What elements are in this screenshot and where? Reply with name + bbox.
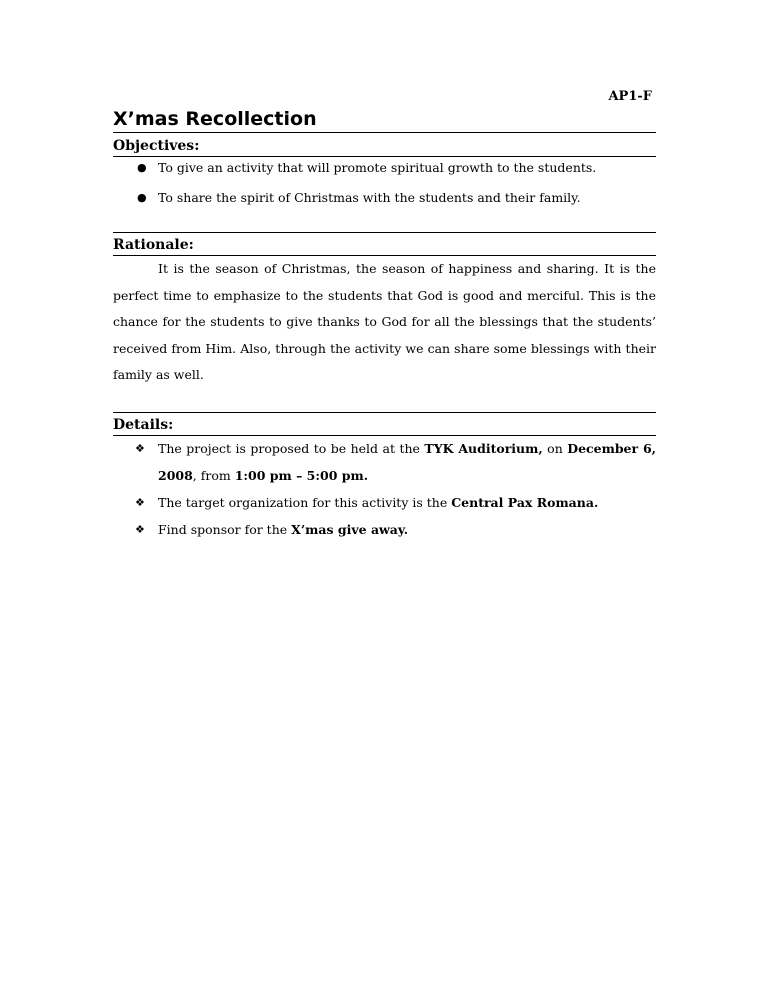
details-list [113, 435, 656, 543]
details-item [113, 435, 656, 489]
document-page [113, 88, 656, 543]
diamond-bullet-icon: ❖ [135, 495, 145, 509]
giveaway-text: X’mas give away. [291, 521, 409, 537]
rationale-paragraph: It is the season of Christmas, the season of happiness and sharing. It is the perfect time to emphasize to the students that God is good and merciful. This is the chance for the students to give thanks to God for all the blessings that the students’ received from Him. Also, through the activity we can share some blessings with their family as well. [113, 261, 656, 382]
objectives-heading: Objectives: [113, 136, 656, 157]
details-item [113, 489, 656, 516]
details-text: The project is proposed to be held at the [158, 440, 425, 456]
objective-text: To give an activity that will promote spiritual growth to the students. [158, 160, 597, 175]
time-text: 1:00 pm – 5:00 pm. [234, 467, 369, 483]
details-text: Find sponsor for the [158, 521, 292, 537]
bullet-icon: ● [137, 161, 147, 174]
diamond-bullet-icon: ❖ [135, 441, 145, 455]
date-text: December 6, 2008 [158, 440, 656, 483]
diamond-bullet-icon: ❖ [135, 522, 145, 536]
details-text: on [542, 440, 568, 456]
section-divider [113, 232, 656, 233]
organization-text: Central Pax Romana. [451, 494, 599, 510]
objective-text: To share the spirit of Christmas with the students and their family. [158, 190, 581, 205]
objective-item [113, 188, 656, 208]
rationale-heading: Rationale: [113, 235, 656, 256]
venue-text: TYK Auditorium, [424, 440, 543, 456]
details-heading: Details: [113, 415, 656, 436]
details-text: , from [192, 467, 235, 483]
objective-item [113, 158, 656, 178]
document-code: AP1-F [608, 89, 652, 104]
document-title: X’mas Recollection [113, 106, 656, 133]
objectives-list [113, 158, 656, 208]
details-item [113, 516, 656, 543]
section-divider [113, 412, 656, 413]
details-text: The target organization for this activity is the [158, 494, 452, 510]
bullet-icon: ● [137, 191, 147, 204]
